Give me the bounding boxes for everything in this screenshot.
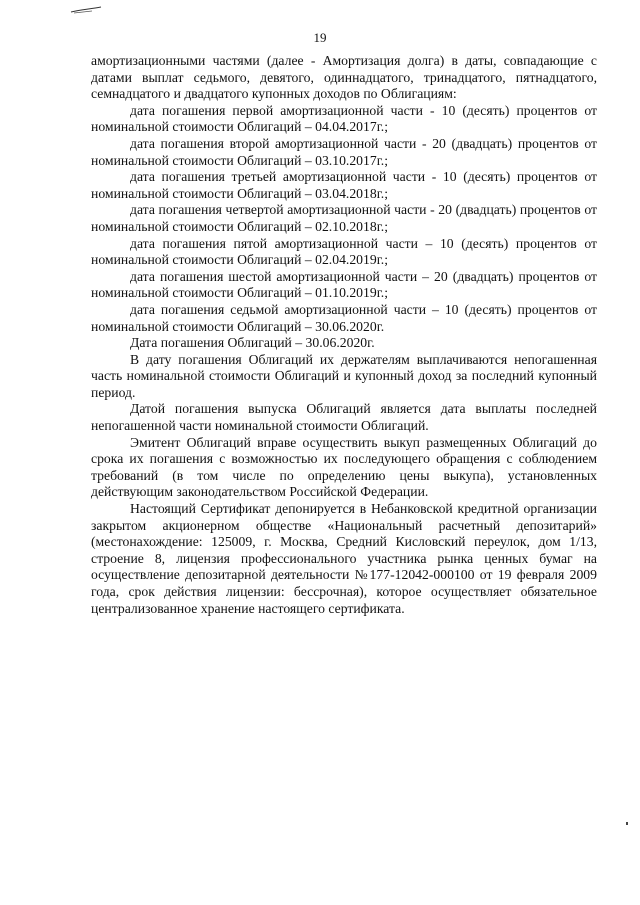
paragraph: Настоящий Сертификат депонируется в Небанковской кредитной организации закрытом акционерном обществе «Национальный расчетный депозитарий» (местонахождение: 125009, г. Москва, Средний Кисловский переулок, дом 1/13, строение 8, лицензия профессионального участника рынка ценных бумаг на осуществление депозитарной деятельности №177-12042-000100 от 19 февраля 2009 года, срок действия лицензии: бессрочная), которое осуществляет обязательное централизованное хранение настоящего сертификата. [91,501,597,616]
paragraph: дата погашения первой амортизационной части - 10 (десять) процентов от номинальной стоимости Облигаций – 04.04.2017г.; [91,102,597,135]
paragraph: Датой погашения выпуска Облигаций является дата выплаты последней непогашенной части номинальной стоимости Облигаций. [91,401,597,434]
paragraph: дата погашения шестой амортизационной части – 20 (двадцать) процентов от номинальной стоимости Облигаций – 01.10.2019г.; [91,268,597,301]
paragraph: дата погашения четвертой амортизационной части - 20 (двадцать) процентов от номинальной стоимости Облигаций – 02.10.2018г.; [91,202,597,234]
paragraph: дата погашения пятой амортизационной части – 10 (десять) процентов от номинальной стоимости Облигаций – 02.04.2019г.; [91,235,597,268]
scan-dot [626,822,628,825]
paragraph: дата погашения седьмой амортизационной части – 10 (десять) процентов от номинальной стоимости Облигаций – 30.06.2020г. [91,301,597,334]
paragraph: В дату погашения Облигаций их держателям выплачиваются непогашенная часть номинальной стоимости Облигаций и купонный доход за последний купонный период. [91,351,597,400]
paragraph: Дата погашения Облигаций – 30.06.2020г. [130,335,375,351]
paragraph: дата погашения третьей амортизационной части - 10 (десять) процентов от номинальной стоимости Облигаций – 03.04.2018г.; [91,169,597,201]
paragraph: амортизационными частями (далее - Амортизация долга) в даты, совпадающие с датами выплат седьмого, девятого, одиннадцатого, тринадцатого, пятнадцатого, семнадцатого и двадцатого купонных доходов по Облигациям: [91,53,597,102]
paragraph: дата погашения второй амортизационной части - 20 (двадцать) процентов от номинальной стоимости Облигаций – 03.10.2017г.; [91,135,597,168]
page-number: 19 [313,30,327,45]
document-body [91,53,597,617]
paragraph: Эмитент Облигаций вправе осуществить выкуп размещенных Облигаций до срока их погашения с возможностью их последующего обращения с соблюдением требований (в том числе по определению цены выкупа), установленных действующим законодательством Российской Федерации. [91,434,597,500]
scan-mark-icon [70,6,102,14]
